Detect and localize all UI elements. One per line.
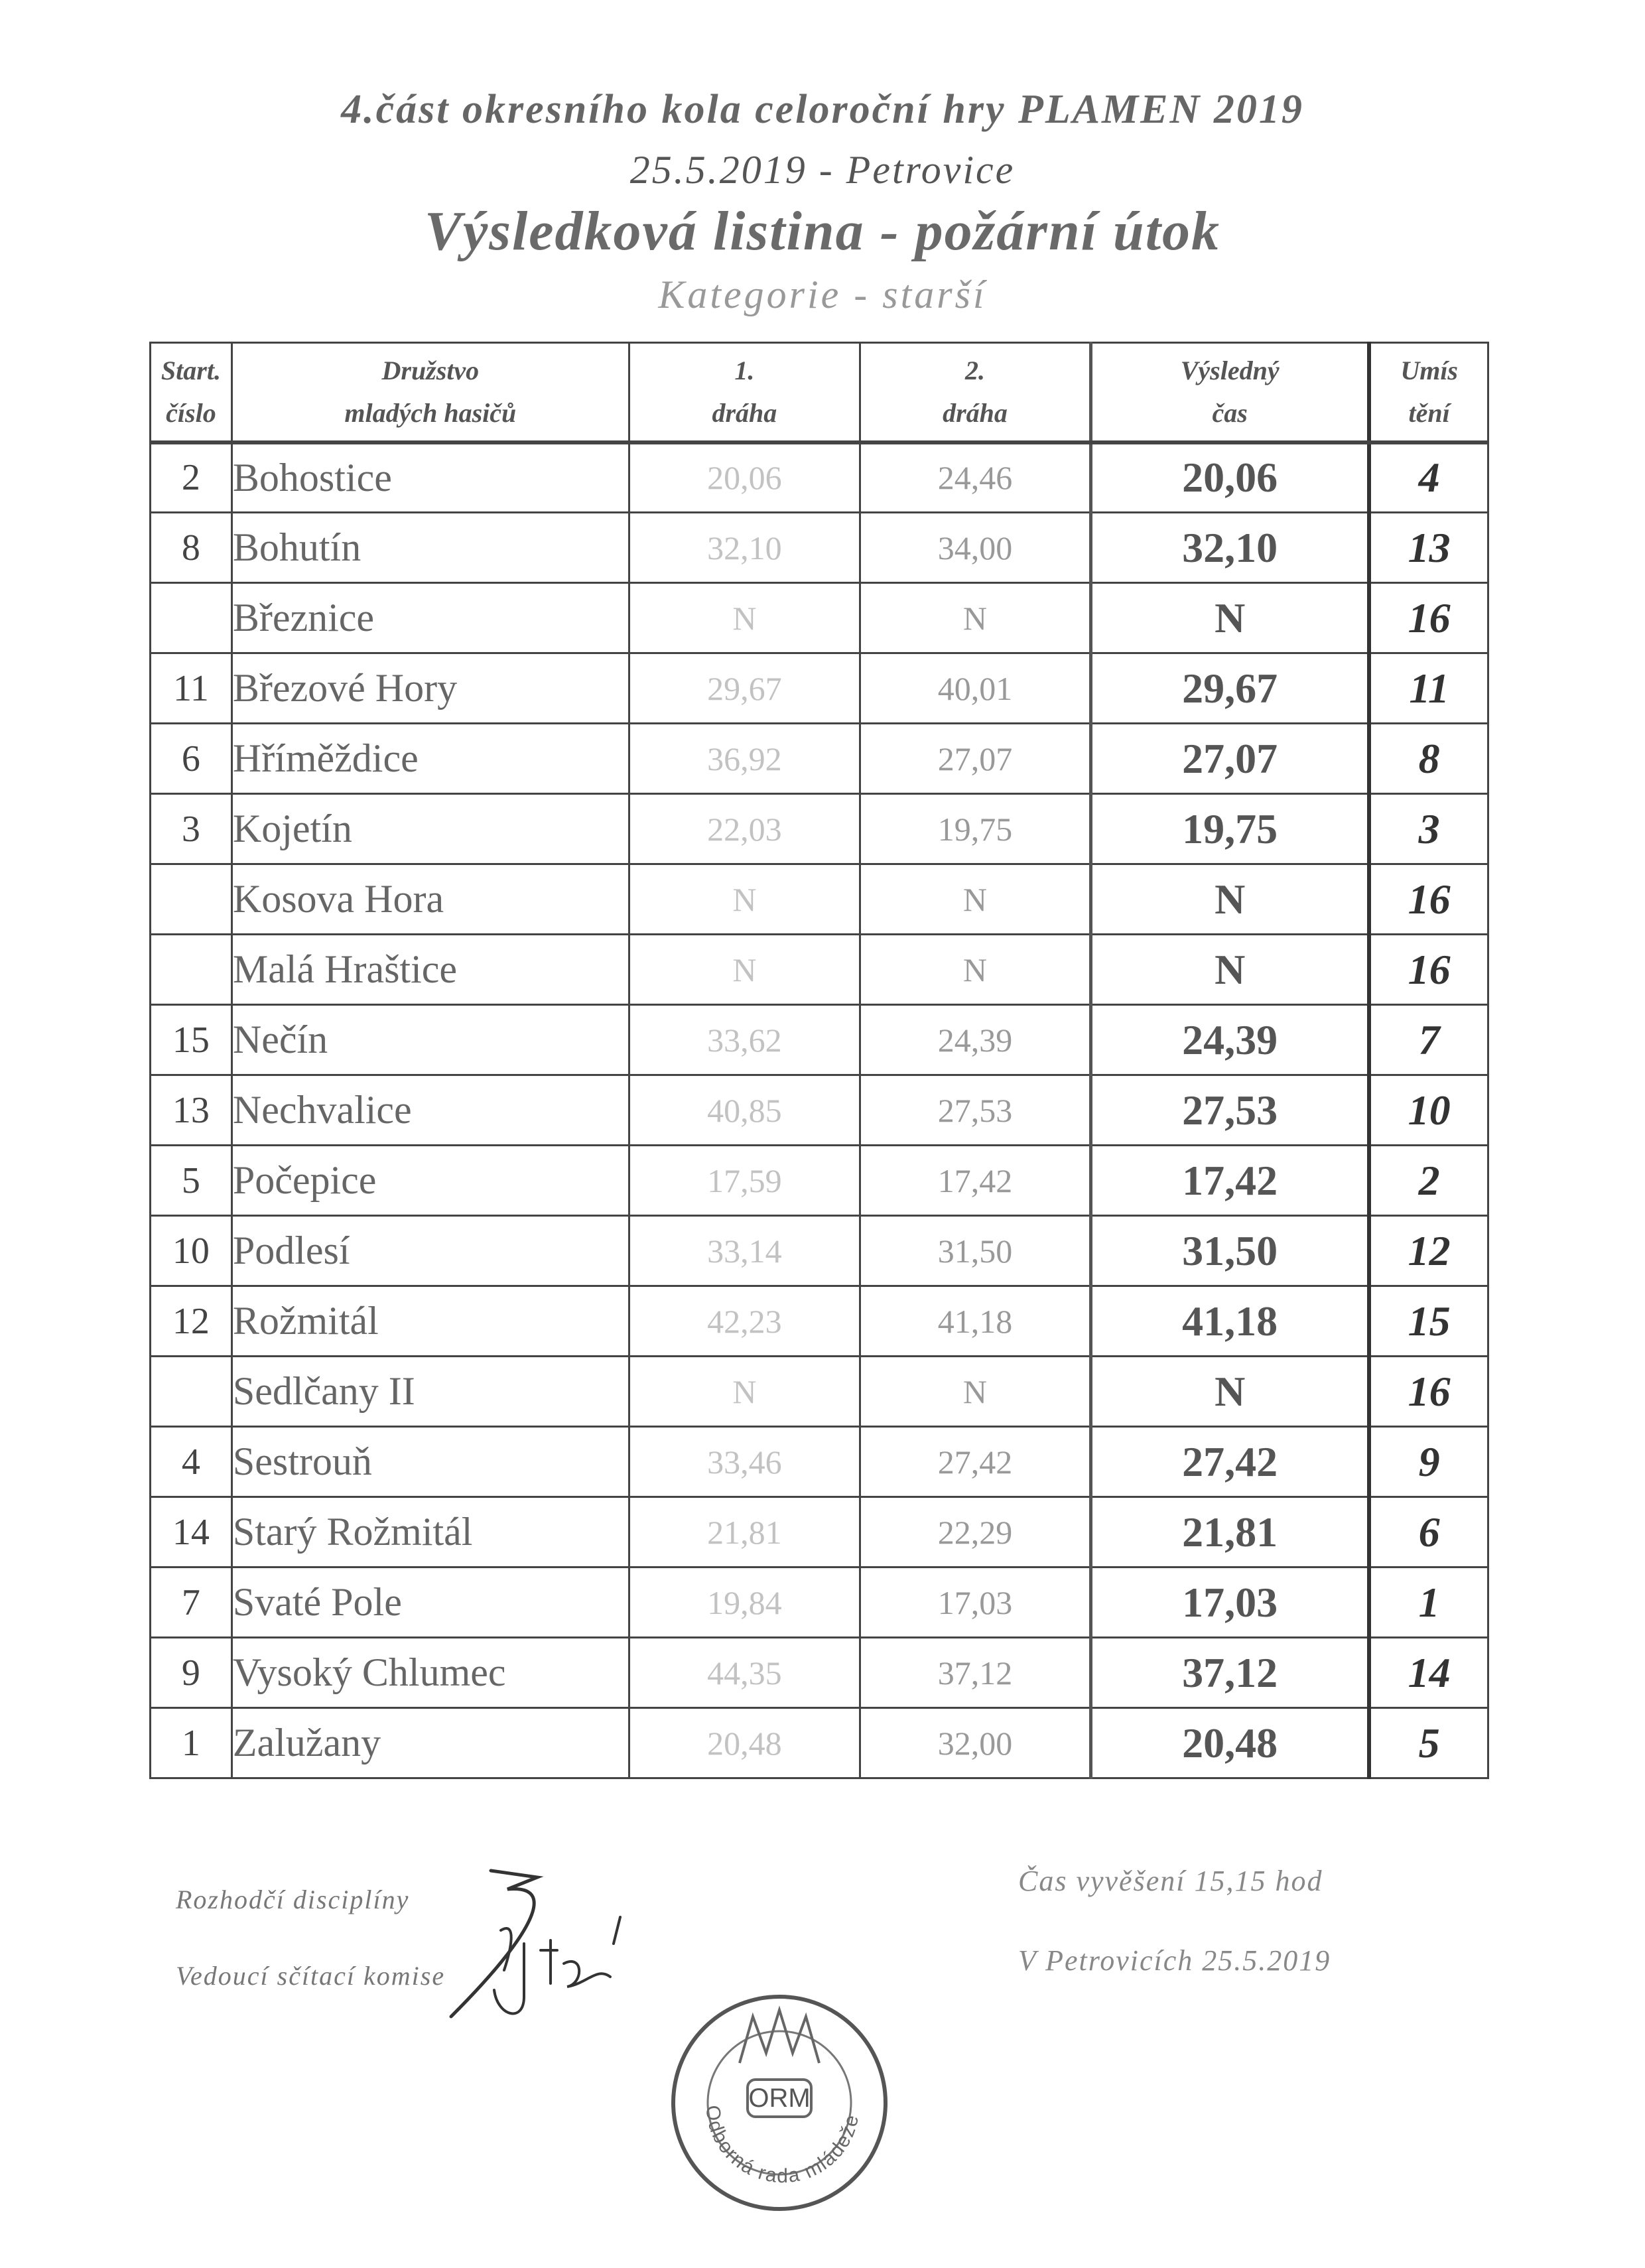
cell-run2: 24,46 bbox=[860, 442, 1090, 513]
cell-run2: 17,42 bbox=[860, 1146, 1090, 1216]
official-stamp bbox=[667, 1990, 892, 2216]
cell-result: N bbox=[1091, 1357, 1370, 1427]
col-run2 bbox=[860, 343, 1090, 442]
cell-name: Nečín bbox=[231, 1005, 629, 1075]
cell-start: 4 bbox=[151, 1427, 232, 1497]
cell-run2: 19,75 bbox=[860, 794, 1090, 864]
cell-start: 8 bbox=[151, 513, 232, 583]
cell-run2: 34,00 bbox=[860, 513, 1090, 583]
cell-name: Vysoký Chlumec bbox=[231, 1638, 629, 1708]
cell-result: N bbox=[1091, 935, 1370, 1005]
cell-place: 14 bbox=[1369, 1638, 1488, 1708]
cell-start bbox=[151, 935, 232, 1005]
cell-name: Sestrouň bbox=[231, 1427, 629, 1497]
stamp-graphic bbox=[667, 1990, 892, 2216]
table-row bbox=[151, 1075, 1488, 1146]
cell-result: 21,81 bbox=[1091, 1497, 1370, 1568]
results-table-wrapper bbox=[149, 342, 1489, 1779]
cell-run2: N bbox=[860, 935, 1090, 1005]
cell-run2: N bbox=[860, 864, 1090, 935]
cell-run1: 40,85 bbox=[629, 1075, 860, 1146]
cell-place: 11 bbox=[1369, 653, 1488, 724]
col-start-line2: číslo bbox=[166, 397, 216, 428]
col-run1 bbox=[629, 343, 860, 442]
cell-result: 27,07 bbox=[1091, 724, 1370, 794]
cell-start: 2 bbox=[151, 442, 232, 513]
cell-run2: 22,29 bbox=[860, 1497, 1090, 1568]
cell-run2: 32,00 bbox=[860, 1708, 1090, 1778]
category-label: Kategorie - starší bbox=[658, 273, 987, 316]
cell-name: Rožmitál bbox=[231, 1286, 629, 1357]
cell-result: 20,48 bbox=[1091, 1708, 1370, 1778]
cell-name: Kojetín bbox=[231, 794, 629, 864]
cell-result: 27,42 bbox=[1091, 1427, 1370, 1497]
cell-name: Podlesí bbox=[231, 1216, 629, 1286]
cell-start: 7 bbox=[151, 1568, 232, 1638]
table-header-row bbox=[151, 343, 1488, 442]
cell-place: 5 bbox=[1369, 1708, 1488, 1778]
cell-start: 11 bbox=[151, 653, 232, 724]
table-row bbox=[151, 935, 1488, 1005]
col-run1-line1: 1. bbox=[734, 355, 755, 385]
cell-run1: 20,48 bbox=[629, 1708, 860, 1778]
cell-run2: N bbox=[860, 1357, 1090, 1427]
table-row bbox=[151, 1005, 1488, 1075]
cell-start: 14 bbox=[151, 1497, 232, 1568]
cell-run1: 22,03 bbox=[629, 794, 860, 864]
stamp-logo: ORM bbox=[748, 2084, 811, 2113]
cell-place: 13 bbox=[1369, 513, 1488, 583]
cell-place: 12 bbox=[1369, 1216, 1488, 1286]
col-place-line2: tění bbox=[1408, 397, 1450, 428]
cell-name: Svaté Pole bbox=[231, 1568, 629, 1638]
col-place-line1: Umís bbox=[1400, 355, 1458, 385]
cell-start bbox=[151, 583, 232, 653]
cell-place: 10 bbox=[1369, 1075, 1488, 1146]
table-row bbox=[151, 1708, 1488, 1778]
cell-name: Bohostice bbox=[231, 442, 629, 513]
table-row bbox=[151, 1568, 1488, 1638]
cell-start: 6 bbox=[151, 724, 232, 794]
col-place bbox=[1369, 343, 1488, 442]
cell-run1: 21,81 bbox=[629, 1497, 860, 1568]
cell-result: 17,42 bbox=[1091, 1146, 1370, 1216]
cell-place: 8 bbox=[1369, 724, 1488, 794]
cell-place: 9 bbox=[1369, 1427, 1488, 1497]
table-row bbox=[151, 583, 1488, 653]
cell-run2: 24,39 bbox=[860, 1005, 1090, 1075]
table-row bbox=[151, 1638, 1488, 1708]
col-result bbox=[1091, 343, 1370, 442]
stamp-ring-text: Odborná rada mládeže bbox=[701, 2104, 864, 2188]
cell-place: 4 bbox=[1369, 442, 1488, 513]
cell-run1: N bbox=[629, 583, 860, 653]
cell-run1: 33,62 bbox=[629, 1005, 860, 1075]
cell-result: N bbox=[1091, 864, 1370, 935]
cell-name: Zalužany bbox=[231, 1708, 629, 1778]
results-table bbox=[149, 342, 1489, 1779]
event-title: 4.část okresního kola celoroční hry PLAMEN 2019 bbox=[341, 87, 1304, 132]
col-team-line2: mladých hasičů bbox=[344, 397, 517, 428]
cell-start: 13 bbox=[151, 1075, 232, 1146]
col-run1-line2: dráha bbox=[712, 397, 777, 428]
cell-run2: 40,01 bbox=[860, 653, 1090, 724]
cell-run1: 19,84 bbox=[629, 1568, 860, 1638]
results-title: Výsledková listina - požární útok bbox=[424, 200, 1221, 262]
cell-run1: 42,23 bbox=[629, 1286, 860, 1357]
table-row bbox=[151, 1357, 1488, 1427]
table-row bbox=[151, 1497, 1488, 1568]
cell-name: Březové Hory bbox=[231, 653, 629, 724]
cell-name: Nechvalice bbox=[231, 1075, 629, 1146]
cell-result: 32,10 bbox=[1091, 513, 1370, 583]
col-start-line1: Start. bbox=[161, 355, 221, 385]
cell-name: Sedlčany II bbox=[231, 1357, 629, 1427]
cell-run2: N bbox=[860, 583, 1090, 653]
posting-time: Čas vyvěšení 15,15 hod bbox=[1018, 1865, 1323, 1897]
cell-result: 41,18 bbox=[1091, 1286, 1370, 1357]
cell-start: 10 bbox=[151, 1216, 232, 1286]
cell-run1: N bbox=[629, 935, 860, 1005]
table-row bbox=[151, 864, 1488, 935]
cell-run2: 27,07 bbox=[860, 724, 1090, 794]
cell-run1: 20,06 bbox=[629, 442, 860, 513]
cell-result: 19,75 bbox=[1091, 794, 1370, 864]
cell-run1: 32,10 bbox=[629, 513, 860, 583]
cell-result: 31,50 bbox=[1091, 1216, 1370, 1286]
col-run2-line1: 2. bbox=[964, 355, 985, 385]
cell-result: 37,12 bbox=[1091, 1638, 1370, 1708]
cell-result: 29,67 bbox=[1091, 653, 1370, 724]
cell-run2: 17,03 bbox=[860, 1568, 1090, 1638]
cell-place: 16 bbox=[1369, 583, 1488, 653]
table-row bbox=[151, 724, 1488, 794]
cell-run1: 17,59 bbox=[629, 1146, 860, 1216]
cell-place: 2 bbox=[1369, 1146, 1488, 1216]
cell-start bbox=[151, 864, 232, 935]
cell-start: 12 bbox=[151, 1286, 232, 1357]
cell-place: 16 bbox=[1369, 935, 1488, 1005]
table-row bbox=[151, 1286, 1488, 1357]
cell-result: N bbox=[1091, 583, 1370, 653]
cell-start: 5 bbox=[151, 1146, 232, 1216]
col-result-line2: čas bbox=[1212, 397, 1248, 428]
table-row bbox=[151, 1216, 1488, 1286]
cell-place: 6 bbox=[1369, 1497, 1488, 1568]
table-row bbox=[151, 513, 1488, 583]
cell-run1: N bbox=[629, 864, 860, 935]
cell-run1: N bbox=[629, 1357, 860, 1427]
event-date-place: 25.5.2019 - Petrovice bbox=[629, 148, 1016, 192]
referee-label: Rozhodčí disciplíny bbox=[176, 1885, 410, 1914]
signature bbox=[425, 1851, 703, 2076]
cell-place: 3 bbox=[1369, 794, 1488, 864]
cell-run1: 44,35 bbox=[629, 1638, 860, 1708]
cell-run1: 33,14 bbox=[629, 1216, 860, 1286]
cell-result: 24,39 bbox=[1091, 1005, 1370, 1075]
table-row bbox=[151, 442, 1488, 513]
col-run2-line2: dráha bbox=[943, 397, 1008, 428]
cell-start: 15 bbox=[151, 1005, 232, 1075]
cell-run1: 29,67 bbox=[629, 653, 860, 724]
table-row bbox=[151, 1427, 1488, 1497]
cell-start: 9 bbox=[151, 1638, 232, 1708]
cell-result: 27,53 bbox=[1091, 1075, 1370, 1146]
col-team bbox=[231, 343, 629, 442]
cell-start: 1 bbox=[151, 1708, 232, 1778]
cell-place: 16 bbox=[1369, 864, 1488, 935]
col-team-line1: Družstvo bbox=[381, 355, 480, 385]
cell-run2: 31,50 bbox=[860, 1216, 1090, 1286]
table-row bbox=[151, 794, 1488, 864]
col-result-line1: Výsledný bbox=[1180, 355, 1280, 385]
cell-run2: 27,53 bbox=[860, 1075, 1090, 1146]
cell-run2: 41,18 bbox=[860, 1286, 1090, 1357]
cell-result: 17,03 bbox=[1091, 1568, 1370, 1638]
table-row bbox=[151, 1146, 1488, 1216]
cell-place: 15 bbox=[1369, 1286, 1488, 1357]
cell-name: Březnice bbox=[231, 583, 629, 653]
counting-commission-label: Vedoucí sčítací komise bbox=[176, 1961, 446, 1991]
table-row bbox=[151, 653, 1488, 724]
cell-run2: 27,42 bbox=[860, 1427, 1090, 1497]
cell-result: 20,06 bbox=[1091, 442, 1370, 513]
cell-place: 1 bbox=[1369, 1568, 1488, 1638]
cell-name: Kosova Hora bbox=[231, 864, 629, 935]
place-and-date: V Petrovicích 25.5.2019 bbox=[1018, 1944, 1331, 1977]
cell-start bbox=[151, 1357, 232, 1427]
cell-place: 7 bbox=[1369, 1005, 1488, 1075]
col-start-number bbox=[151, 343, 232, 442]
cell-name: Hříměždice bbox=[231, 724, 629, 794]
cell-place: 16 bbox=[1369, 1357, 1488, 1427]
cell-run1: 33,46 bbox=[629, 1427, 860, 1497]
cell-name: Malá Hraštice bbox=[231, 935, 629, 1005]
cell-run2: 37,12 bbox=[860, 1638, 1090, 1708]
cell-name: Starý Rožmitál bbox=[231, 1497, 629, 1568]
cell-name: Bohutín bbox=[231, 513, 629, 583]
cell-run1: 36,92 bbox=[629, 724, 860, 794]
cell-name: Počepice bbox=[231, 1146, 629, 1216]
cell-start: 3 bbox=[151, 794, 232, 864]
